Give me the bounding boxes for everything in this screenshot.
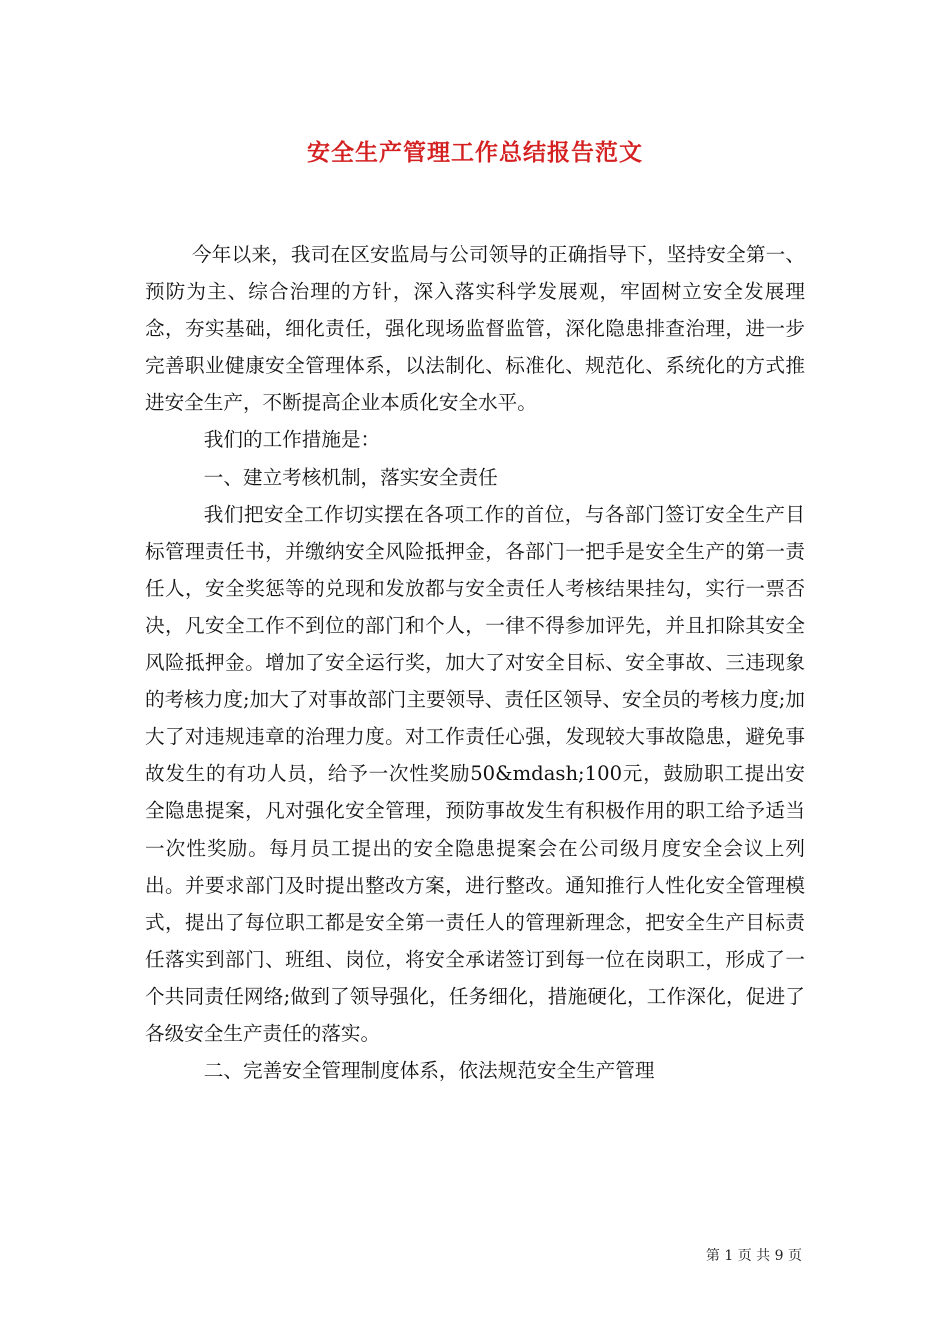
document-body: [145, 236, 805, 1089]
section-heading-2: 二、完善安全管理制度体系，依法规范安全生产管理: [203, 1059, 655, 1083]
paragraph-intro: 今年以来，我司在区安监局与公司领导的正确指导下，坚持安全第一、预防为主、综合治理的方针，深入落实科学发展观，牢固树立安全发展理念，夯实基础，细化责任，强化现场监督监管，深化隐患排查治理，进一步完善职业健康安全管理体系，以法制化、标准化、规范化、系统化的方式推进安全生产，不断提高企业本质化安全水平。: [145, 243, 805, 415]
paragraph-section-1-body: 我们把安全工作切实摆在各项工作的首位，与各部门签订安全生产目标管理责任书，并缴纳安全风险抵押金，各部门一把手是安全生产的第一责任人，安全奖惩等的兑现和发放都与安全责任人考核结果挂勾，实行一票否决，凡安全工作不到位的部门和个人，一律不得参加评先，并且扣除其安全风险抵押金。增加了安全运行奖，加大了对安全目标、安全事故、三违现象的考核力度;加大了对事故部门主要领导、责任区领导、安全员的考核力度;加大了对违规违章的治理力度。对工作责任心强，发现较大事故隐患，避免事故发生的有功人员，给予一次性奖励50&mdash;100元，鼓励职工提出安全隐患提案，凡对强化安全管理，预防事故发生有积极作用的职工给予适当一次性奖励。每月员工提出的安全隐患提案会在公司级月度安全会议上列出。并要求部门及时提出整改方案，进行整改。通知推行人性化安全管理模式，提出了每位职工都是安全第一责任人的管理新理念，把安全生产目标责任落实到部门、班组、岗位，将安全承诺签订到每一位在岗职工，形成了一个共同责任网络;做到了领导强化，任务细化，措施硬化，工作深化，促进了各级安全生产责任的落实。: [145, 502, 805, 1045]
paragraph-measures-heading: 我们的工作措施是：: [203, 428, 381, 452]
page-title: 安全生产管理工作总结报告范文: [307, 139, 643, 166]
page-number: 第 1 页 共 9 页: [705, 1248, 802, 1264]
section-heading-1: 一、建立考核机制，落实安全责任: [203, 465, 498, 489]
